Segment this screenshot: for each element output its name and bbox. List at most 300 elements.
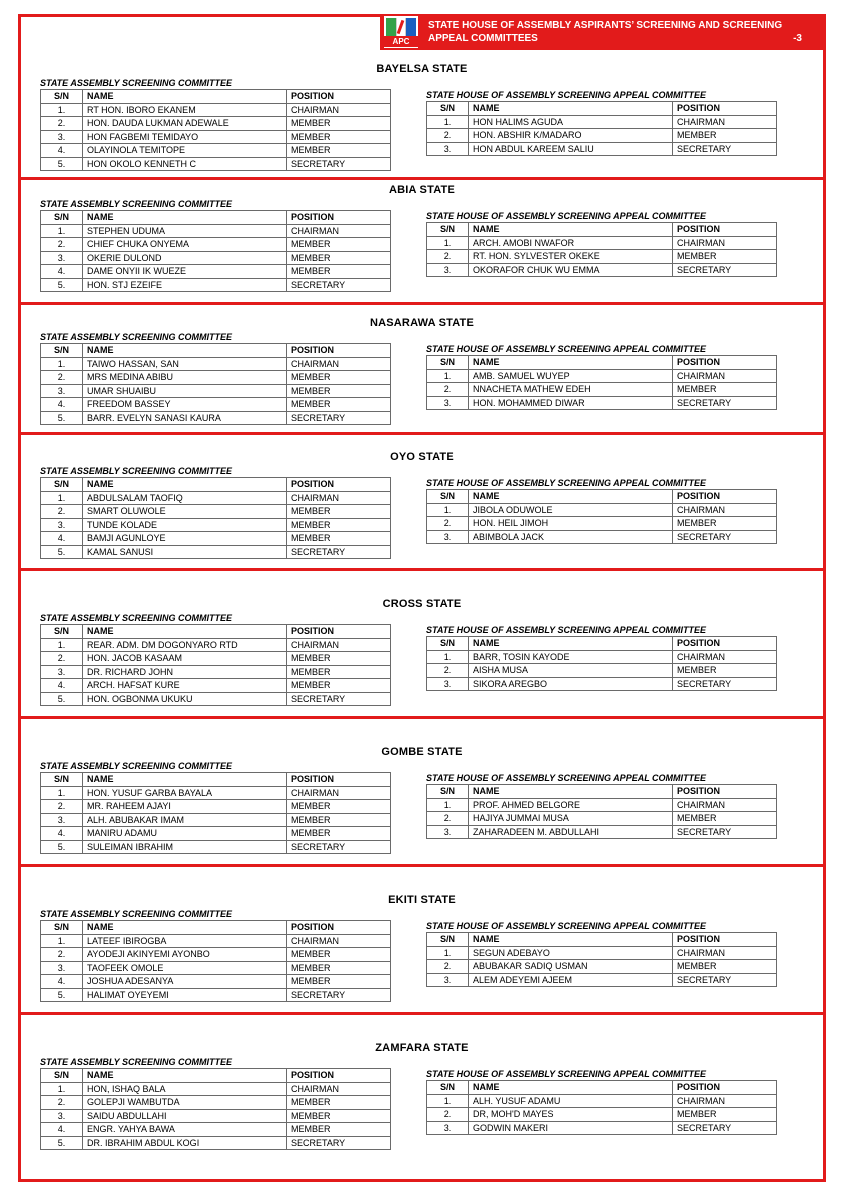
column-header-name: NAME [469,102,673,116]
member-name: GOLEPJI WAMBUTDA [83,1096,287,1110]
column-header-sn: S/N [427,785,469,799]
member-name: SIKORA AREGBO [469,677,673,691]
table-row [427,798,777,812]
member-position: CHAIRMAN [673,946,777,960]
column-header-position: POSITION [287,211,391,225]
member-position: MEMBER [287,532,391,546]
document-header [380,14,826,50]
member-name: REAR. ADM. DM DOGONYARO RTD [83,638,287,652]
member-position: MEMBER [287,652,391,666]
member-position: CHAIRMAN [287,638,391,652]
member-position: MEMBER [287,827,391,841]
table-row [427,142,777,156]
member-name: UMAR SHUAIBU [83,384,287,398]
member-position: MEMBER [673,129,777,143]
serial-number: 3. [41,251,83,265]
table-row [427,530,777,544]
table-row [41,1136,391,1150]
screening-committee-table [40,210,391,292]
member-name: DR, MOH'D MAYES [469,1108,673,1122]
serial-number: 1. [427,236,469,250]
member-position: CHAIRMAN [287,491,391,505]
member-position: SECRETARY [673,396,777,410]
column-header-sn: S/N [41,478,83,492]
member-name: SULEIMAN IBRAHIM [83,840,287,854]
column-header-sn: S/N [41,921,83,935]
column-header-sn: S/N [427,637,469,651]
table-header-row [427,933,777,947]
member-position: SECRETARY [673,263,777,277]
table-row [427,129,777,143]
member-name: GODWIN MAKERI [469,1121,673,1135]
serial-number: 2. [41,238,83,252]
serial-number: 1. [427,946,469,960]
serial-number: 2. [41,652,83,666]
column-header-sn: S/N [427,1081,469,1095]
serial-number: 3. [427,825,469,839]
member-position: MEMBER [287,665,391,679]
member-position: CHAIRMAN [287,934,391,948]
screening-committee-caption: STATE ASSEMBLY SCREENING COMMITTEE [40,909,233,919]
member-name: AISHA MUSA [469,664,673,678]
table-row [41,800,391,814]
member-position: CHAIRMAN [673,650,777,664]
member-name: ARCH. AMOBI NWAFOR [469,236,673,250]
screening-committee-table [40,624,391,706]
member-position: MEMBER [287,1096,391,1110]
member-position: MEMBER [673,1108,777,1122]
appeal-committee-caption: STATE HOUSE OF ASSEMBLY SCREENING APPEAL COMMITTEE [426,478,707,488]
appeal-committee-table [426,1080,777,1135]
appeal-committee-table [426,932,777,987]
member-position: SECRETARY [287,840,391,854]
serial-number: 5. [41,692,83,706]
member-name: HALIMAT OYEYEMI [83,988,287,1002]
member-position: CHAIRMAN [673,798,777,812]
member-name: ABUBAKAR SADIQ USMAN [469,960,673,974]
column-header-sn: S/N [41,90,83,104]
table-row [427,677,777,691]
column-header-sn: S/N [427,490,469,504]
screening-committee-table [40,1068,391,1150]
member-position: MEMBER [287,117,391,131]
state-title: GOMBE STATE [381,746,463,758]
serial-number: 3. [427,142,469,156]
column-header-position: POSITION [673,223,777,237]
member-position: CHAIRMAN [287,103,391,117]
screening-committee-caption: STATE ASSEMBLY SCREENING COMMITTEE [40,466,233,476]
table-header-row [41,211,391,225]
section-divider [18,864,826,867]
screening-committee-table [40,89,391,171]
member-name: KAMAL SANUSI [83,545,287,559]
table-header-row [41,921,391,935]
table-row [427,250,777,264]
serial-number: 2. [41,505,83,519]
table-row [41,130,391,144]
section-divider [18,177,826,180]
member-name: MR. RAHEEM AJAYI [83,800,287,814]
member-position: MEMBER [673,250,777,264]
serial-number: 1. [41,491,83,505]
member-name: OKERIE DULOND [83,251,287,265]
column-header-sn: S/N [41,1069,83,1083]
table-header-row [427,223,777,237]
section-divider [18,302,826,305]
member-position: CHAIRMAN [287,786,391,800]
table-header-row [41,625,391,639]
member-name: ABIMBOLA JACK [469,530,673,544]
screening-committee-caption: STATE ASSEMBLY SCREENING COMMITTEE [40,199,233,209]
table-row [41,532,391,546]
table-row [41,411,391,425]
table-row [427,396,777,410]
table-row [427,1108,777,1122]
appeal-committee-table [426,222,777,277]
table-row [427,960,777,974]
table-row [41,265,391,279]
serial-number: 3. [427,263,469,277]
table-row [41,692,391,706]
table-header-row [427,356,777,370]
column-header-name: NAME [83,773,287,787]
screening-committee-table [40,920,391,1002]
member-position: CHAIRMAN [673,369,777,383]
serial-number: 2. [427,517,469,531]
member-name: ALH. ABUBAKAR IMAM [83,813,287,827]
member-name: MANIRU ADAMU [83,827,287,841]
table-header-row [427,490,777,504]
member-name: LATEEF IBIROGBA [83,934,287,948]
serial-number: 1. [427,369,469,383]
table-row [41,665,391,679]
table-row [41,1123,391,1137]
serial-number: 5. [41,545,83,559]
member-name: TAIWO HASSAN, SAN [83,357,287,371]
table-header-row [427,102,777,116]
member-position: SECRETARY [673,1121,777,1135]
column-header-position: POSITION [287,478,391,492]
serial-number: 5. [41,278,83,292]
member-name: SEGUN ADEBAYO [469,946,673,960]
member-name: JIBOLA ODUWOLE [469,503,673,517]
member-position: CHAIRMAN [287,357,391,371]
appeal-committee-caption: STATE HOUSE OF ASSEMBLY SCREENING APPEAL COMMITTEE [426,344,707,354]
section-divider [18,432,826,435]
column-header-sn: S/N [427,223,469,237]
member-name: BARR, TOSIN KAYODE [469,650,673,664]
header-title: STATE HOUSE OF ASSEMBLY ASPIRANTS’ SCREENING AND SCREENING APPEAL COMMITTEES [428,20,783,44]
column-header-name: NAME [469,785,673,799]
member-position: SECRETARY [287,988,391,1002]
member-name: DAME ONYII IK WUEZE [83,265,287,279]
table-row [427,946,777,960]
column-header-sn: S/N [41,625,83,639]
member-position: MEMBER [287,975,391,989]
serial-number: 4. [41,144,83,158]
serial-number: 1. [41,103,83,117]
table-header-row [41,344,391,358]
table-row [41,679,391,693]
serial-number: 4. [41,532,83,546]
serial-number: 4. [41,679,83,693]
serial-number: 1. [41,638,83,652]
member-name: BAMJI AGUNLOYE [83,532,287,546]
serial-number: 1. [41,1082,83,1096]
column-header-position: POSITION [673,933,777,947]
table-row [41,224,391,238]
screening-committee-table [40,772,391,854]
serial-number: 2. [427,250,469,264]
table-header-row [427,785,777,799]
member-position: CHAIRMAN [673,1094,777,1108]
serial-number: 5. [41,988,83,1002]
serial-number: 5. [41,411,83,425]
state-title: BAYELSA STATE [376,63,468,75]
table-row [41,1109,391,1123]
section-divider [18,568,826,571]
column-header-name: NAME [83,921,287,935]
table-header-row [427,1081,777,1095]
table-row [41,813,391,827]
serial-number: 4. [41,975,83,989]
screening-committee-caption: STATE ASSEMBLY SCREENING COMMITTEE [40,1057,233,1067]
table-header-row [427,637,777,651]
serial-number: 1. [427,115,469,129]
table-row [41,827,391,841]
table-row [427,650,777,664]
column-header-name: NAME [83,625,287,639]
member-position: MEMBER [287,265,391,279]
member-name: HON. JACOB KASAAM [83,652,287,666]
serial-number: 2. [427,664,469,678]
column-header-name: NAME [83,1069,287,1083]
member-position: SECRETARY [287,1136,391,1150]
member-name: HON OKOLO KENNETH C [83,157,287,171]
member-name: HON HALIMS AGUDA [469,115,673,129]
member-position: CHAIRMAN [287,1082,391,1096]
serial-number: 2. [41,117,83,131]
column-header-position: POSITION [287,921,391,935]
table-row [427,825,777,839]
member-position: MEMBER [287,1123,391,1137]
state-title: CROSS STATE [382,598,462,610]
serial-number: 3. [427,530,469,544]
member-name: RT. HON. SYLVESTER OKEKE [469,250,673,264]
serial-number: 3. [41,130,83,144]
serial-number: 5. [41,157,83,171]
serial-number: 3. [427,973,469,987]
table-row [41,491,391,505]
table-row [41,157,391,171]
table-header-row [41,773,391,787]
table-row [41,117,391,131]
appeal-committee-table [426,636,777,691]
table-row [41,357,391,371]
section-divider [18,716,826,719]
member-position: MEMBER [673,960,777,974]
serial-number: 2. [41,948,83,962]
member-position: MEMBER [673,812,777,826]
appeal-committee-caption: STATE HOUSE OF ASSEMBLY SCREENING APPEAL COMMITTEE [426,921,707,931]
appeal-committee-table [426,489,777,544]
member-name: HON. OGBONMA UKUKU [83,692,287,706]
serial-number: 1. [41,934,83,948]
serial-number: 1. [41,357,83,371]
column-header-name: NAME [469,356,673,370]
member-position: SECRETARY [287,157,391,171]
member-position: MEMBER [287,679,391,693]
member-position: MEMBER [287,1109,391,1123]
table-row [41,638,391,652]
table-row [41,545,391,559]
column-header-position: POSITION [673,356,777,370]
table-row [41,1096,391,1110]
member-position: MEMBER [673,664,777,678]
serial-number: 1. [427,650,469,664]
member-position: MEMBER [287,505,391,519]
member-position: CHAIRMAN [673,236,777,250]
member-name: HON. ABSHIR K/MADARO [469,129,673,143]
state-title: ABIA STATE [389,184,455,196]
serial-number: 2. [41,1096,83,1110]
column-header-name: NAME [469,223,673,237]
member-name: BARR. EVELYN SANASI KAURA [83,411,287,425]
table-row [427,369,777,383]
table-row [41,251,391,265]
member-position: MEMBER [287,130,391,144]
column-header-sn: S/N [41,211,83,225]
serial-number: 1. [427,798,469,812]
column-header-position: POSITION [287,773,391,787]
column-header-position: POSITION [287,1069,391,1083]
member-name: DR. RICHARD JOHN [83,665,287,679]
table-row [41,384,391,398]
member-position: MEMBER [287,238,391,252]
member-name: DR. IBRAHIM ABDUL KOGI [83,1136,287,1150]
column-header-sn: S/N [427,102,469,116]
member-name: SAIDU ABDULLAHI [83,1109,287,1123]
state-title: ZAMFARA STATE [375,1042,469,1054]
table-row [427,1094,777,1108]
table-row [427,1121,777,1135]
member-name: TUNDE KOLADE [83,518,287,532]
appeal-committee-caption: STATE HOUSE OF ASSEMBLY SCREENING APPEAL COMMITTEE [426,90,707,100]
table-row [427,664,777,678]
table-row [41,840,391,854]
member-position: MEMBER [287,398,391,412]
member-name: FREEDOM BASSEY [83,398,287,412]
member-name: AMB. SAMUEL WUYEP [469,369,673,383]
table-row [427,517,777,531]
table-row [427,115,777,129]
serial-number: 3. [41,961,83,975]
column-header-sn: S/N [41,344,83,358]
serial-number: 2. [427,383,469,397]
member-name: RT HON. IBORO EKANEM [83,103,287,117]
column-header-sn: S/N [427,356,469,370]
member-name: HON. HEIL JIMOH [469,517,673,531]
member-name: ZAHARADEEN M. ABDULLAHI [469,825,673,839]
table-row [41,238,391,252]
member-name: PROF. AHMED BELGORE [469,798,673,812]
serial-number: 3. [41,1109,83,1123]
serial-number: 2. [427,960,469,974]
member-name: ALH. YUSUF ADAMU [469,1094,673,1108]
member-position: SECRETARY [673,530,777,544]
serial-number: 3. [427,677,469,691]
member-name: HON FAGBEMI TEMIDAYO [83,130,287,144]
section-divider [18,1012,826,1015]
appeal-committee-table [426,101,777,156]
member-name: ENGR. YAHYA BAWA [83,1123,287,1137]
member-position: SECRETARY [287,411,391,425]
member-name: HON, ISHAQ BALA [83,1082,287,1096]
member-position: SECRETARY [673,973,777,987]
table-row [41,518,391,532]
screening-committee-caption: STATE ASSEMBLY SCREENING COMMITTEE [40,78,233,88]
member-position: SECRETARY [287,545,391,559]
table-row [427,263,777,277]
member-name: HON. YUSUF GARBA BAYALA [83,786,287,800]
serial-number: 1. [41,224,83,238]
table-row [41,144,391,158]
apc-logo [384,16,418,48]
column-header-name: NAME [469,1081,673,1095]
screening-committee-table [40,477,391,559]
serial-number: 4. [41,265,83,279]
state-title: EKITI STATE [388,894,456,906]
member-name: ALEM ADEYEMI AJEEM [469,973,673,987]
member-position: MEMBER [287,800,391,814]
table-row [41,786,391,800]
page-number: -3 [793,33,802,44]
member-name: CHIEF CHUKA ONYEMA [83,238,287,252]
member-position: CHAIRMAN [287,224,391,238]
member-name: AYODEJI AKINYEMI AYONBO [83,948,287,962]
member-position: CHAIRMAN [673,115,777,129]
column-header-name: NAME [469,637,673,651]
column-header-position: POSITION [673,1081,777,1095]
column-header-position: POSITION [673,490,777,504]
member-position: SECRETARY [673,677,777,691]
table-row [41,1082,391,1096]
member-position: MEMBER [673,517,777,531]
column-header-name: NAME [83,90,287,104]
column-header-position: POSITION [287,90,391,104]
table-row [41,398,391,412]
member-position: MEMBER [287,144,391,158]
member-position: MEMBER [287,961,391,975]
serial-number: 3. [427,396,469,410]
table-header-row [41,90,391,104]
appeal-committee-table [426,784,777,839]
member-name: HON. MOHAMMED DIWAR [469,396,673,410]
member-name: SMART OLUWOLE [83,505,287,519]
table-row [41,934,391,948]
table-header-row [41,1069,391,1083]
member-position: SECRETARY [673,825,777,839]
serial-number: 5. [41,840,83,854]
table-row [41,975,391,989]
appeal-committee-caption: STATE HOUSE OF ASSEMBLY SCREENING APPEAL COMMITTEE [426,773,707,783]
table-row [41,371,391,385]
serial-number: 3. [41,518,83,532]
member-name: STEPHEN UDUMA [83,224,287,238]
member-position: MEMBER [287,251,391,265]
table-row [427,812,777,826]
screening-committee-caption: STATE ASSEMBLY SCREENING COMMITTEE [40,613,233,623]
